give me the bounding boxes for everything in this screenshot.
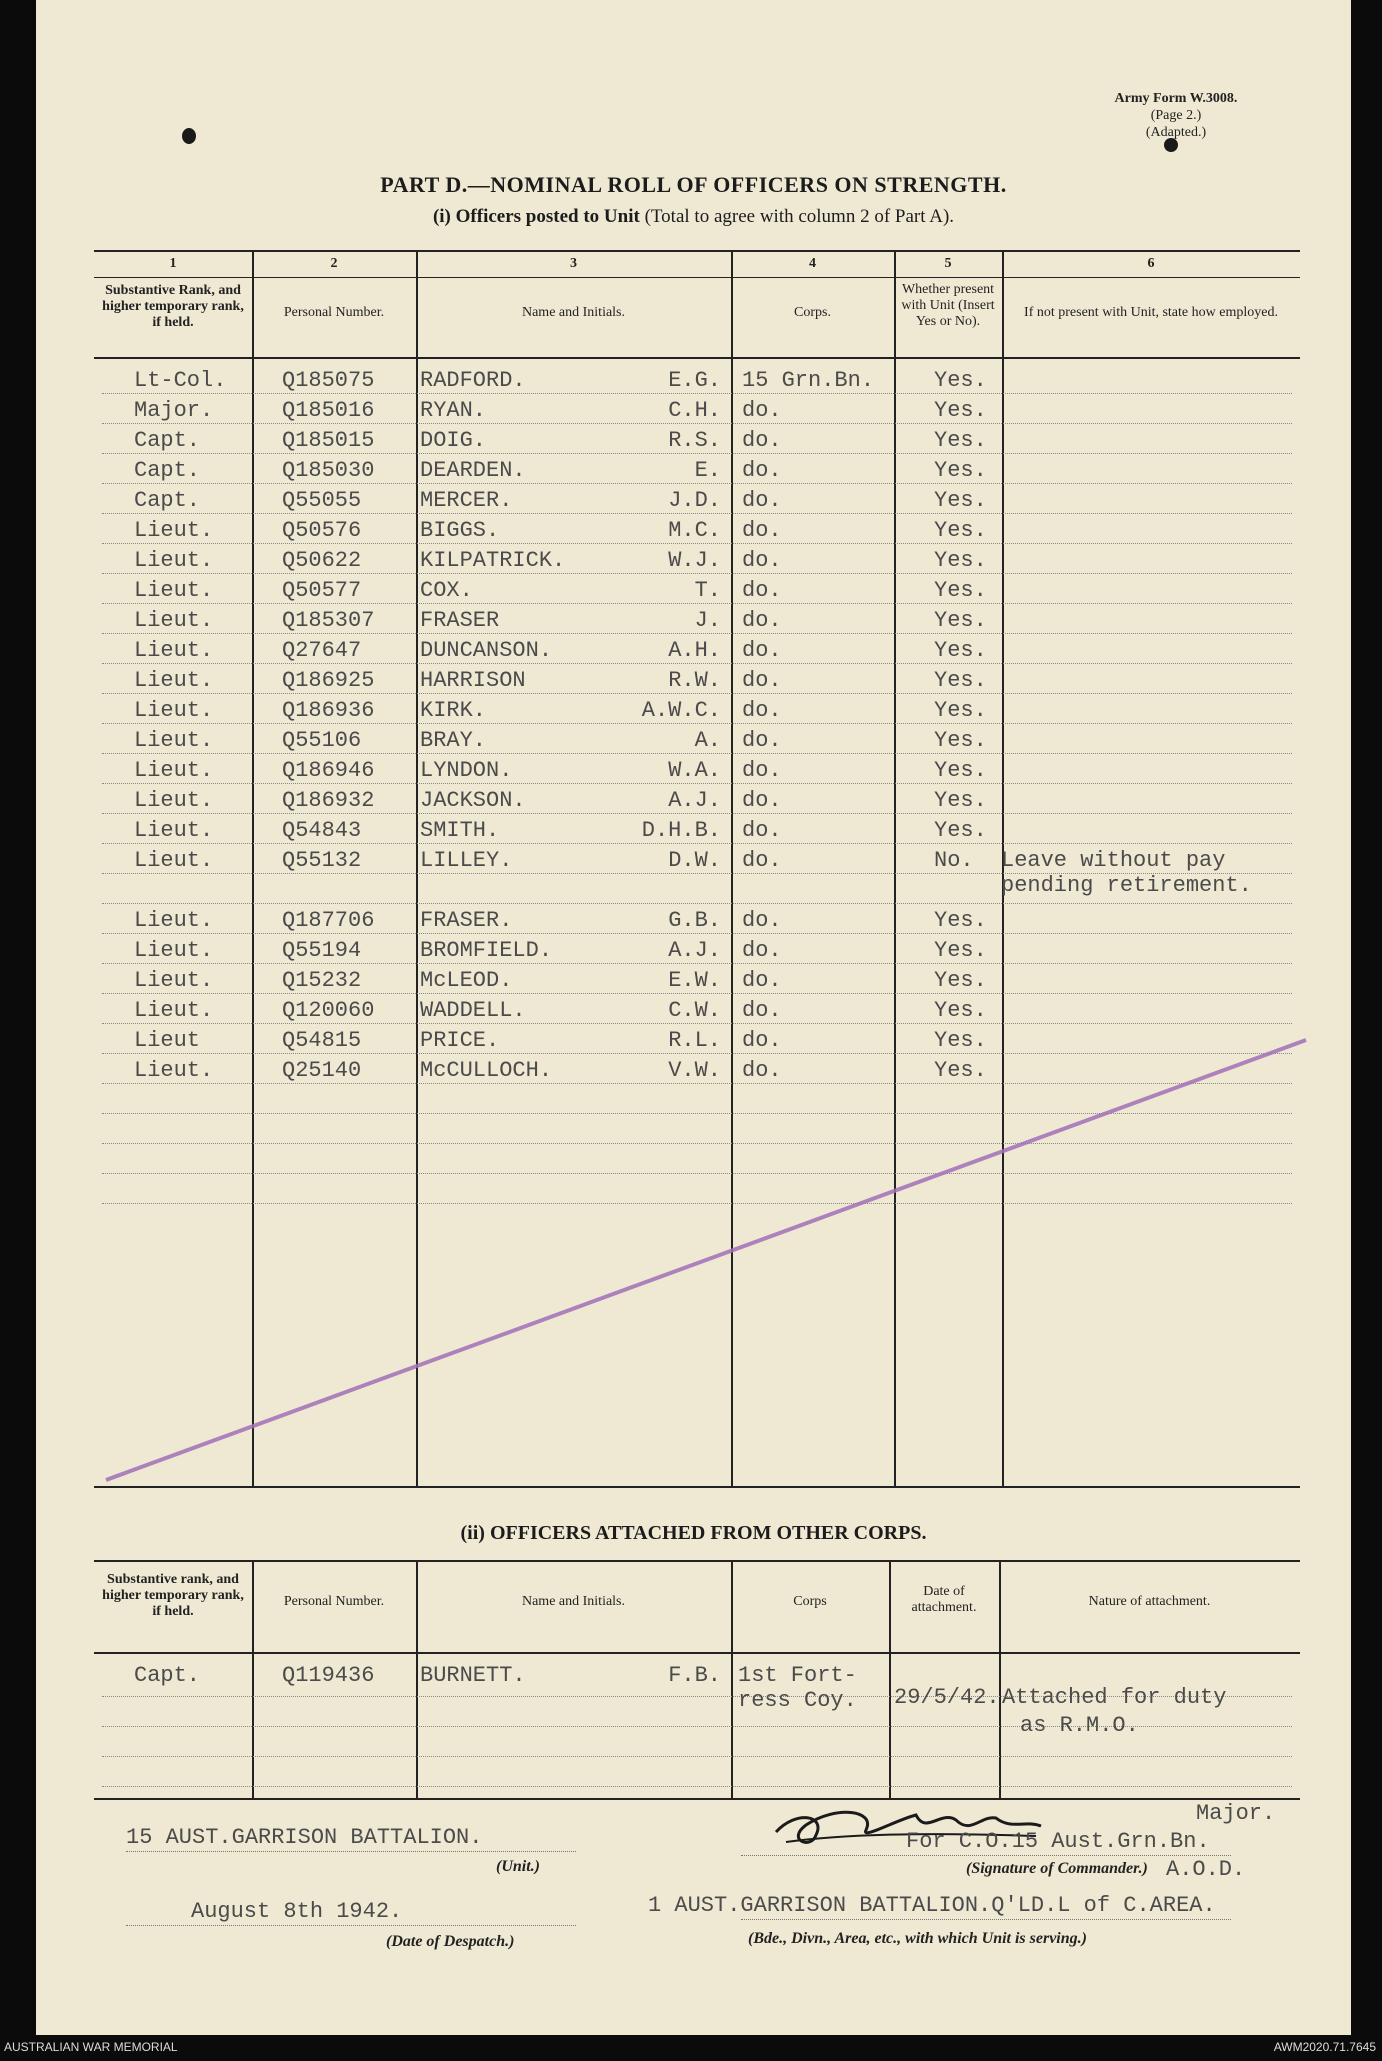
officer-initials: E.W. xyxy=(668,968,721,993)
despatch-date-label: (Date of Despatch.) xyxy=(386,1933,515,1950)
officer-corps: do. xyxy=(742,848,782,873)
unit-underline xyxy=(126,1851,576,1852)
column-header: Name and Initials. xyxy=(521,305,626,320)
attached-rank: Capt. xyxy=(134,1663,201,1688)
officer-name: DUNCANSON. xyxy=(420,638,553,663)
officer-initials: G.B. xyxy=(668,908,721,933)
officer-number: Q186936 xyxy=(282,698,375,723)
officer-initials: J.D. xyxy=(668,488,721,513)
officer-name: BRAY. xyxy=(420,728,487,753)
officer-corps: do. xyxy=(742,968,782,993)
officer-name: FRASER. xyxy=(420,908,513,933)
officer-number: Q50622 xyxy=(282,548,362,573)
officer-name: DOIG. xyxy=(420,428,487,453)
officer-rank: Major. xyxy=(134,398,214,423)
officer-name: KIRK. xyxy=(420,698,487,723)
attached-column-header: Corps xyxy=(793,1594,827,1609)
officer-name: RADFORD. xyxy=(420,368,526,393)
officer-initials: A. xyxy=(694,728,721,753)
officer-present: Yes. xyxy=(934,1058,987,1083)
officer-number: Q55106 xyxy=(282,728,362,753)
officer-number: Q55194 xyxy=(282,938,362,963)
form-adapted: (Adapted.) xyxy=(1145,125,1207,140)
officer-number: Q50576 xyxy=(282,518,362,543)
officer-name: BIGGS. xyxy=(420,518,500,543)
officer-initials: R.S. xyxy=(668,428,721,453)
officer-initials: A.H. xyxy=(668,638,721,663)
signature-label: (Signature of Commander.) xyxy=(966,1860,1148,1877)
officer-rank: Lieut. xyxy=(134,728,214,753)
cancellation-line xyxy=(36,0,1351,2035)
form-number: Army Form W.3008. xyxy=(1114,91,1238,106)
officer-number: Q185075 xyxy=(282,368,375,393)
attached-number: Q119436 xyxy=(282,1663,375,1688)
officer-number: Q185030 xyxy=(282,458,375,483)
attached-corps2: ress Coy. xyxy=(738,1688,857,1713)
officer-initials: A.W.C. xyxy=(641,698,721,723)
column-number: 6 xyxy=(1147,256,1155,271)
unit-label: (Unit.) xyxy=(496,1858,540,1875)
officer-number: Q185307 xyxy=(282,608,375,633)
column-header: Personal Number. xyxy=(283,305,385,320)
officer-initials: M.C. xyxy=(668,518,721,543)
attached-corps: 1st Fort- xyxy=(738,1663,857,1688)
officer-initials: R.L. xyxy=(668,1028,721,1053)
officer-present: Yes. xyxy=(934,518,987,543)
officer-rank: Lieut. xyxy=(134,578,214,603)
officer-present: Yes. xyxy=(934,788,987,813)
officer-rank: Lieut. xyxy=(134,548,214,573)
officer-corps: do. xyxy=(742,938,782,963)
officer-rank: Lieut. xyxy=(134,1058,214,1083)
officer-number: Q185015 xyxy=(282,428,375,453)
officer-corps: do. xyxy=(742,698,782,723)
officer-rank: Capt. xyxy=(134,488,201,513)
footer-accession: AWM2020.71.7645 xyxy=(1273,2040,1376,2054)
column-header: Substantive Rank, and higher temporary rank, if held. xyxy=(102,283,244,330)
signature-rank: Major. xyxy=(1196,1801,1276,1826)
officer-present: Yes. xyxy=(934,1028,987,1053)
officer-number: Q185016 xyxy=(282,398,375,423)
officer-present: Yes. xyxy=(934,998,987,1023)
signature-underline xyxy=(741,1855,1231,1856)
officer-initials: A.J. xyxy=(668,938,721,963)
officer-rank: Lieut. xyxy=(134,638,214,663)
column-header: If not present with Unit, state how employed. xyxy=(1024,305,1278,320)
column-header: Corps. xyxy=(794,305,831,320)
officer-number: Q186925 xyxy=(282,668,375,693)
officer-rank: Capt. xyxy=(134,458,201,483)
officer-number: Q54843 xyxy=(282,818,362,843)
column-header: Whether present with Unit (Insert Yes or No). xyxy=(901,282,995,329)
attached-column-header: Nature of attachment. xyxy=(1088,1594,1211,1609)
officer-rank: Lieut. xyxy=(134,968,214,993)
officer-corps: do. xyxy=(742,488,782,513)
officer-number: Q54815 xyxy=(282,1028,362,1053)
officer-initials: C.H. xyxy=(668,398,721,423)
attached-column-header: Substantive rank, and higher temporary rank, if held. xyxy=(102,1572,244,1619)
officer-name: JACKSON. xyxy=(420,788,526,813)
attached-name: BURNETT. xyxy=(420,1663,526,1688)
officer-name: McLEOD. xyxy=(420,968,513,993)
officer-initials: D.W. xyxy=(668,848,721,873)
form-page-number: (Page 2.) xyxy=(1150,108,1202,123)
officer-rank: Lieut. xyxy=(134,698,214,723)
footer-institution: AUSTRALIAN WAR MEMORIAL xyxy=(4,2040,178,2054)
officer-initials: R.W. xyxy=(668,668,721,693)
officer-initials: D.H.B. xyxy=(641,818,721,843)
officer-initials: C.W. xyxy=(668,998,721,1023)
serving-with-label: (Bde., Divn., Area, etc., with which Unit is serving.) xyxy=(748,1930,1087,1947)
officer-employment: Leave without pay xyxy=(1001,848,1226,873)
officer-rank: Lieut. xyxy=(134,818,214,843)
attached-column-header: Date of attachment. xyxy=(911,1584,977,1615)
column-number: 4 xyxy=(809,256,816,271)
officer-name: KILPATRICK. xyxy=(420,548,566,573)
officer-initials: E.G. xyxy=(668,368,721,393)
officer-initials: T. xyxy=(694,578,721,603)
column-number: 2 xyxy=(330,256,338,271)
officer-number: Q27647 xyxy=(282,638,362,663)
attached-nature2: as R.M.O. xyxy=(1020,1713,1139,1738)
officer-present: Yes. xyxy=(934,638,987,663)
officer-number: Q55055 xyxy=(282,488,362,513)
officer-present: Yes. xyxy=(934,668,987,693)
serving-underline xyxy=(741,1919,1231,1920)
signature-for: For C.O.15 Aust.Grn.Bn. xyxy=(906,1829,1210,1854)
attached-date: 29/5/42. xyxy=(894,1685,1000,1710)
officer-rank: Lieut. xyxy=(134,908,214,933)
officer-corps: do. xyxy=(742,548,782,573)
officer-corps: do. xyxy=(742,1028,782,1053)
officer-rank: Lieut. xyxy=(134,788,214,813)
officer-initials: W.A. xyxy=(668,758,721,783)
column-number: 1 xyxy=(169,256,177,271)
officer-rank: Lieut. xyxy=(134,848,214,873)
officer-corps: do. xyxy=(742,458,782,483)
officer-name: SMITH. xyxy=(420,818,500,843)
officer-corps: do. xyxy=(742,818,782,843)
officer-number: Q120060 xyxy=(282,998,375,1023)
officer-number: Q50577 xyxy=(282,578,362,603)
officer-initials: V.W. xyxy=(668,1058,721,1083)
attached-initials: F.B. xyxy=(668,1663,721,1688)
officer-initials: A.J. xyxy=(668,788,721,813)
officer-present: Yes. xyxy=(934,938,987,963)
officer-name: BROMFIELD. xyxy=(420,938,553,963)
column-number: 5 xyxy=(944,256,952,271)
officer-present: Yes. xyxy=(934,428,987,453)
date-underline xyxy=(126,1925,576,1926)
officer-present: Yes. xyxy=(934,368,987,393)
officer-name: RYAN. xyxy=(420,398,487,423)
despatch-date-value: August 8th 1942. xyxy=(191,1899,403,1924)
officer-corps: do. xyxy=(742,578,782,603)
officer-employment-continued: pending retirement. xyxy=(1001,873,1252,898)
officer-present: Yes. xyxy=(934,758,987,783)
officer-corps: 15 Grn.Bn. xyxy=(742,368,875,393)
officer-initials: E. xyxy=(694,458,721,483)
unit-value: 15 AUST.GARRISON BATTALION. xyxy=(126,1825,483,1850)
officer-corps: do. xyxy=(742,398,782,423)
attached-section-title: (ii) OFFICERS ATTACHED FROM OTHER CORPS. xyxy=(460,1522,927,1544)
page-title: PART D.—NOMINAL ROLL OF OFFICERS ON STRENGTH. xyxy=(380,172,1007,197)
officer-corps: do. xyxy=(742,908,782,933)
subtitle-bold: (i) Officers posted to Unit xyxy=(432,206,640,227)
officer-name: LILLEY. xyxy=(420,848,513,873)
officer-name: McCULLOCH. xyxy=(420,1058,553,1083)
officer-name: DEARDEN. xyxy=(420,458,526,483)
officer-rank: Lieut. xyxy=(134,998,214,1023)
officer-present: Yes. xyxy=(934,968,987,993)
officer-corps: do. xyxy=(742,428,782,453)
officer-present: Yes. xyxy=(934,488,987,513)
officer-rank: Lt-Col. xyxy=(134,368,227,393)
officer-corps: do. xyxy=(742,998,782,1023)
form-page xyxy=(36,0,1351,2035)
officer-rank: Capt. xyxy=(134,428,201,453)
officer-number: Q55132 xyxy=(282,848,362,873)
officer-present: Yes. xyxy=(934,908,987,933)
subtitle-note: (Total to agree with column 2 of Part A). xyxy=(644,206,955,227)
officer-present: Yes. xyxy=(934,608,987,633)
officer-corps: do. xyxy=(742,638,782,663)
officer-rank: Lieut. xyxy=(134,758,214,783)
officer-corps: do. xyxy=(742,608,782,633)
officer-corps: do. xyxy=(742,668,782,693)
officer-present: No. xyxy=(934,848,974,873)
attached-column-header: Name and Initials. xyxy=(521,1594,626,1609)
attached-column-header: Personal Number. xyxy=(283,1594,385,1609)
officer-corps: do. xyxy=(742,728,782,753)
officer-rank: Lieut. xyxy=(134,668,214,693)
officer-rank: Lieut xyxy=(134,1028,201,1053)
officer-present: Yes. xyxy=(934,548,987,573)
officer-name: COX. xyxy=(420,578,473,603)
officer-name: MERCER. xyxy=(420,488,513,513)
officer-name: WADDELL. xyxy=(420,998,526,1023)
officer-corps: do. xyxy=(742,758,782,783)
officer-rank: Lieut. xyxy=(134,608,214,633)
officer-name: HARRISON xyxy=(420,668,526,693)
officer-initials: J. xyxy=(694,608,721,633)
officer-present: Yes. xyxy=(934,398,987,423)
officer-number: Q187706 xyxy=(282,908,375,933)
officer-corps: do. xyxy=(742,1058,782,1083)
officer-present: Yes. xyxy=(934,458,987,483)
officer-corps: do. xyxy=(742,788,782,813)
signature-aod: A.O.D. xyxy=(1166,1857,1246,1882)
column-number: 3 xyxy=(570,256,577,271)
officer-present: Yes. xyxy=(934,818,987,843)
officer-rank: Lieut. xyxy=(134,518,214,543)
officer-name: PRICE. xyxy=(420,1028,500,1053)
officer-present: Yes. xyxy=(934,698,987,723)
officer-number: Q186946 xyxy=(282,758,375,783)
officer-corps: do. xyxy=(742,518,782,543)
officer-initials: W.J. xyxy=(668,548,721,573)
serving-with-value: 1 AUST.GARRISON BATTALION.Q'LD.L of C.AREA. xyxy=(648,1893,1216,1918)
attached-nature: Attached for duty xyxy=(1002,1685,1227,1710)
officer-present: Yes. xyxy=(934,728,987,753)
officer-present: Yes. xyxy=(934,578,987,603)
officer-number: Q25140 xyxy=(282,1058,362,1083)
officer-name: FRASER xyxy=(420,608,500,633)
officer-number: Q186932 xyxy=(282,788,375,813)
officer-number: Q15232 xyxy=(282,968,362,993)
officer-rank: Lieut. xyxy=(134,938,214,963)
officer-name: LYNDON. xyxy=(420,758,513,783)
